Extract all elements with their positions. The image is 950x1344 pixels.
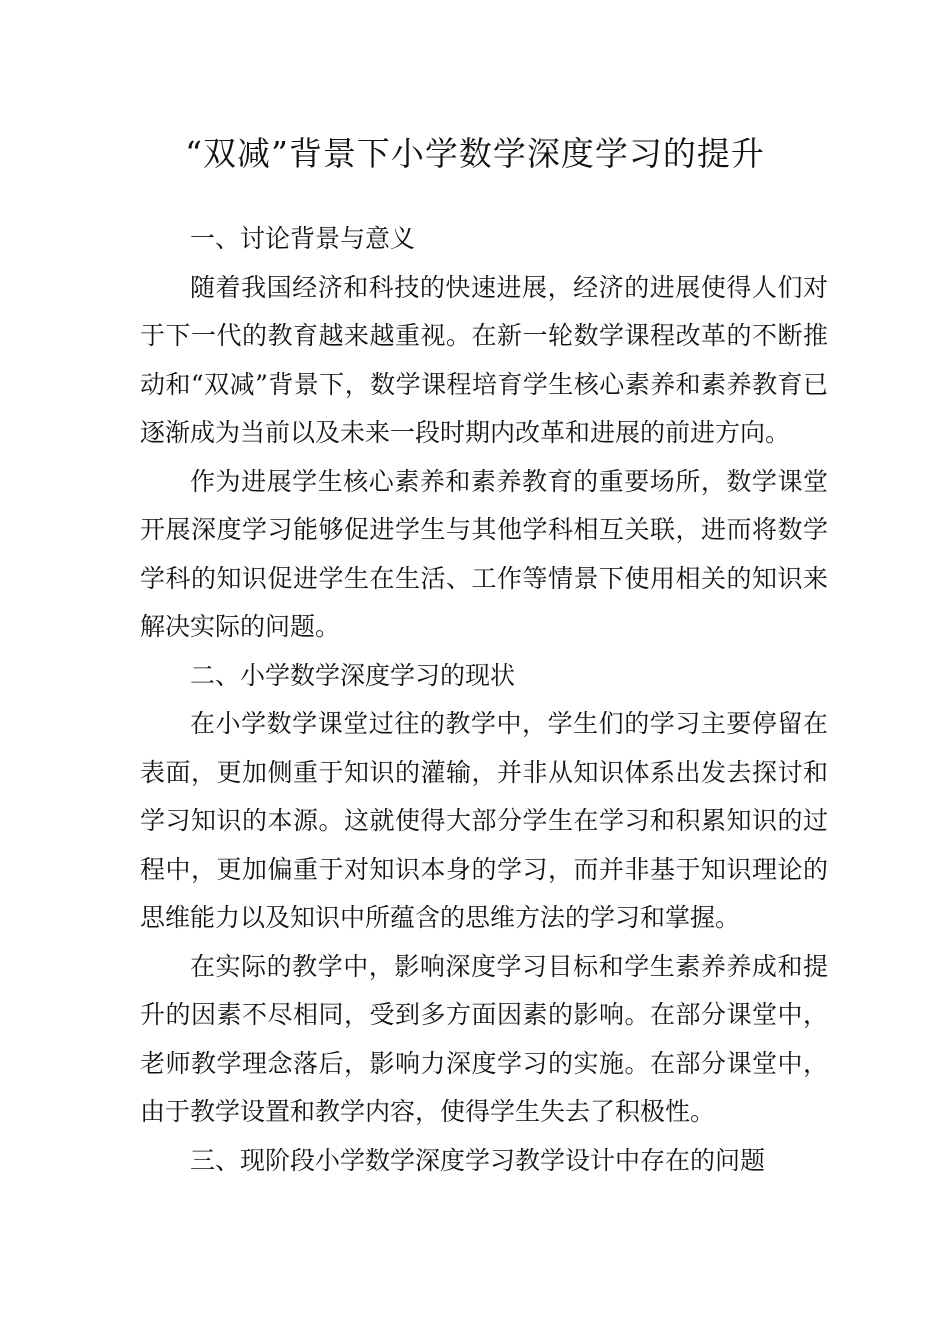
paragraph: 在小学数学课堂过往的教学中，学生们的学习主要停留在表面，更加侧重于知识的灌输，并非从知识体系出发去探讨和学习知识的本源。这就使得大部分学生在学习和积累知识的过程中，更加偏重于对知识本身的学习，而并非基于知识理论的思维能力以及知识中所蕴含的思维方法的学习和掌握。 bbox=[140, 709, 828, 932]
paragraph: 作为进展学生核心素养和素养教育的重要场所，数学课堂开展深度学习能够促进学生与其他学科相互关联，进而将数学学科的知识促进学生在生活、工作等情景下使用相关的知识来解决实际的问题。 bbox=[140, 466, 828, 641]
section-heading-2: 二、小学数学深度学习的现状 bbox=[190, 660, 516, 690]
section-heading-3: 三、现阶段小学数学深度学习教学设计中存在的问题 bbox=[190, 1145, 766, 1175]
document-title: “双减”背景下小学数学深度学习的提升 bbox=[185, 134, 765, 173]
section-heading-1: 一、讨论背景与意义 bbox=[190, 224, 416, 253]
document-body bbox=[140, 215, 828, 1185]
paragraph: 在实际的教学中，影响深度学习目标和学生素养养成和提升的因素不尽相同，受到多方面因素的影响。在部分课堂中，老师教学理念落后，影响力深度学习的实施。在部分课堂中，由于教学设置和教学内容，使得学生失去了积极性。 bbox=[140, 951, 828, 1126]
paragraph: 随着我国经济和科技的快速进展，经济的进展使得人们对于下一代的教育越来越重视。在新一轮数学课程改革的不断推动和“双减”背景下，数学课程培育学生核心素养和素养教育已逐渐成为当前以及未来一段时期内改革和进展的前进方向。 bbox=[140, 272, 828, 447]
